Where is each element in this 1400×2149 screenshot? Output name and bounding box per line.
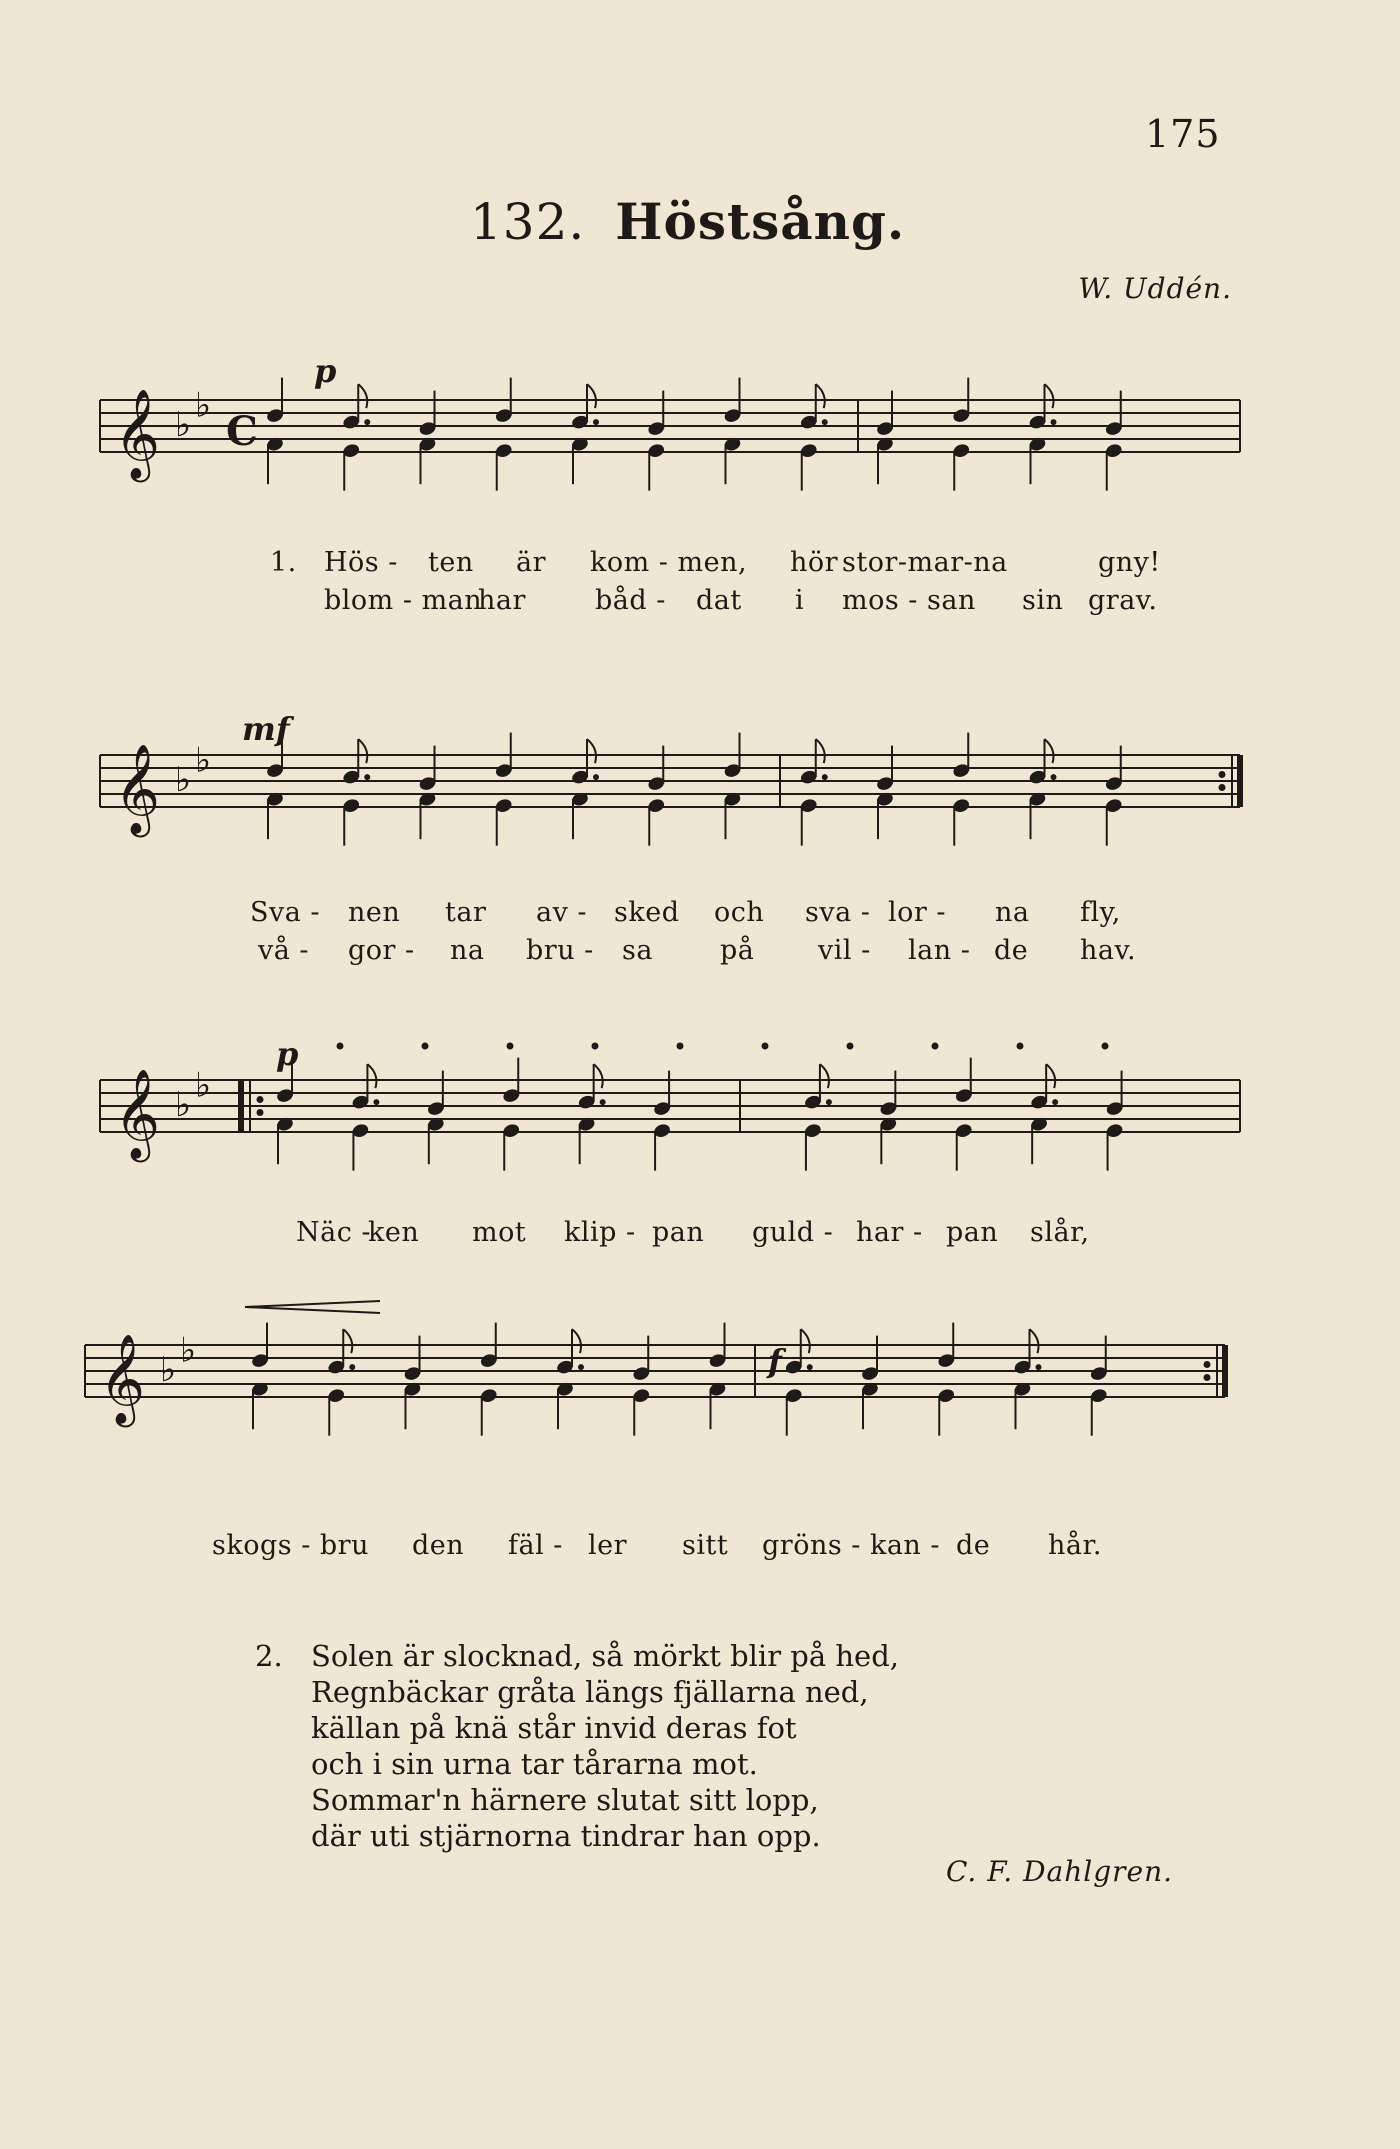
lyric-syllable: den — [412, 1530, 465, 1561]
flat-sign: ♭ — [180, 1330, 197, 1371]
staccato-dot — [592, 1043, 598, 1049]
augmentation-dot — [822, 775, 827, 780]
note-flag — [801, 1329, 810, 1353]
barline-thick — [238, 1080, 244, 1132]
song-title: Höstsång. — [615, 192, 906, 251]
lyric-syllable: fly, — [1080, 897, 1121, 928]
lyric-syllable: gor - — [348, 935, 415, 966]
poet-credit: C. F. Dahlgren. — [946, 1855, 1174, 1888]
lyric-syllable: gröns - kan - — [762, 1530, 941, 1561]
lyric-syllable: hår. — [1048, 1530, 1103, 1561]
dynamic-marking-2: mf — [242, 710, 290, 748]
lyric-syllable: skogs - bru — [212, 1530, 369, 1561]
note-flag — [594, 1064, 603, 1088]
lyric-syllable: hör — [790, 547, 839, 578]
lyric-syllable: sin — [1022, 585, 1064, 616]
lyric-syllable: mot — [472, 1217, 527, 1248]
lyric-syllable: Hös - — [324, 547, 398, 578]
lyric-syllable: lan - — [908, 935, 971, 966]
verse-line: källan på knä står invid deras fot — [311, 1711, 797, 1745]
augmentation-dot — [594, 775, 599, 780]
note-flag — [572, 1329, 581, 1353]
treble-clef: 𝄞 — [99, 1334, 146, 1424]
lyric-syllable: blom - man — [324, 585, 483, 616]
dynamic-marking-3: p — [276, 1035, 299, 1073]
staccato-dot — [1017, 1043, 1023, 1049]
lyric-syllable: sked — [614, 897, 680, 928]
augmentation-dot — [374, 1100, 379, 1105]
note-flag — [1046, 1064, 1055, 1088]
lyric-syllable: hav. — [1080, 935, 1137, 966]
staccato-dot — [422, 1043, 428, 1049]
lyric-syllable: av - — [536, 897, 588, 928]
lyric-syllable: bru - — [526, 935, 594, 966]
verse-line: Sommar'n härnere slutat sitt lopp, — [311, 1783, 819, 1817]
note-flag — [343, 1329, 352, 1353]
staccato-dot — [1102, 1043, 1108, 1049]
lyric-syllable: slår, — [1030, 1217, 1090, 1248]
note-flag — [1030, 1329, 1039, 1353]
barline-thick — [1222, 1345, 1228, 1397]
note-flag — [587, 739, 596, 763]
lyric-syllable: ken — [368, 1217, 420, 1248]
page-number: 175 — [1145, 112, 1221, 156]
lyric-syllable: Sva - — [250, 897, 321, 928]
staccato-dot — [847, 1043, 853, 1049]
lyric-syllable: på — [720, 935, 755, 966]
repeat-dot — [257, 1097, 263, 1103]
augmentation-dot — [1051, 775, 1056, 780]
note-flag — [816, 384, 825, 408]
lyric-syllable: sitt — [682, 1530, 729, 1561]
lyric-syllable: båd - — [595, 585, 666, 616]
lyric-syllable: har — [478, 585, 526, 616]
flat-sign: ♭ — [175, 760, 192, 800]
lyric-syllable: sva - — [805, 897, 871, 928]
repeat-dot — [1204, 1375, 1210, 1381]
lyric-syllable: ler — [588, 1530, 628, 1561]
augmentation-dot — [1051, 420, 1056, 425]
repeat-dot — [1219, 785, 1225, 791]
common-time: C — [226, 408, 258, 455]
song-number: 132. — [470, 193, 586, 251]
repeat-dot — [1204, 1362, 1210, 1368]
lyric-syllable: na — [450, 935, 485, 966]
barline-thick — [1237, 755, 1243, 807]
staccato-dot — [762, 1043, 768, 1049]
lyric-syllable: tar — [445, 897, 487, 928]
augmentation-dot — [350, 1365, 355, 1370]
lyric-syllable: klip - — [564, 1217, 636, 1248]
lyric-syllable: pan — [946, 1217, 999, 1248]
lyric-syllable: guld - — [752, 1217, 834, 1248]
note-flag — [1045, 739, 1054, 763]
augmentation-dot — [594, 420, 599, 425]
lyric-syllable: kom - men, — [590, 547, 748, 578]
note-flag — [367, 1064, 376, 1088]
lyric-syllable: mos - san — [842, 585, 976, 616]
staff-group — [100, 1043, 1240, 1171]
lyric-syllable: har - — [856, 1217, 923, 1248]
staff-group — [100, 733, 1243, 846]
lyric-syllable: fäl - — [508, 1530, 563, 1561]
lyric-syllable: vå - — [258, 935, 310, 966]
lyric-syllable: pan — [652, 1217, 705, 1248]
lyric-syllable: är — [516, 547, 547, 578]
flat-sign: ♭ — [175, 405, 192, 445]
crescendo-hairpin — [245, 1307, 380, 1313]
lyric-syllable: grav. — [1088, 585, 1158, 616]
augmentation-dot — [600, 1100, 605, 1105]
augmentation-dot — [826, 1100, 831, 1105]
verse-number: 2. — [255, 1639, 283, 1673]
lyric-syllable: stor-mar-na — [842, 547, 1008, 578]
note-flag — [816, 739, 825, 763]
lyric-syllable: Näc - — [296, 1217, 372, 1248]
lyric-syllable: ten — [428, 547, 474, 578]
lyric-syllable: gny! — [1098, 547, 1161, 578]
lyric-syllable: nen — [348, 897, 401, 928]
lyric-syllable: de — [956, 1530, 991, 1561]
augmentation-dot — [1053, 1100, 1058, 1105]
verse-line: Solen är slocknad, så mörkt blir på hed, — [311, 1639, 899, 1673]
verse-line: där uti stjärnorna tindrar han opp. — [311, 1819, 821, 1853]
music-system-4 — [85, 1325, 1235, 1525]
lyric-syllable: vil - — [818, 935, 871, 966]
flat-sign: ♭ — [195, 385, 212, 426]
lyric-syllable: i — [795, 585, 805, 616]
note-flag — [1045, 384, 1054, 408]
lyric-syllable: dat — [696, 585, 742, 616]
flat-sign: ♭ — [160, 1350, 177, 1390]
note-flag — [358, 739, 367, 763]
repeat-dot — [1219, 772, 1225, 778]
augmentation-dot — [365, 775, 370, 780]
staff-group — [100, 378, 1240, 491]
dynamic-marking-1: p — [314, 352, 337, 390]
verse-line: och i sin urna tar tårarna mot. — [311, 1747, 758, 1781]
lyric-syllable: och — [714, 897, 765, 928]
verse-line: Regnbäckar gråta längs fjällarna ned, — [311, 1675, 869, 1709]
staccato-dot — [932, 1043, 938, 1049]
note-flag — [820, 1064, 829, 1088]
staff-group — [85, 1301, 1228, 1436]
treble-clef: 𝄞 — [114, 389, 161, 479]
verse-number: 1. — [270, 547, 297, 578]
verse-2-lines — [311, 1638, 1031, 1854]
lyric-syllable: de — [994, 935, 1029, 966]
lyric-syllable: na — [995, 897, 1030, 928]
augmentation-dot — [807, 1365, 812, 1370]
flat-sign: ♭ — [175, 1085, 192, 1125]
treble-clef: 𝄞 — [114, 744, 161, 834]
staff-notation-4 — [85, 1325, 1250, 1525]
lyric-syllable: sa — [622, 935, 653, 966]
staccato-dot — [677, 1043, 683, 1049]
flat-sign: ♭ — [195, 740, 212, 781]
treble-clef: 𝄞 — [114, 1069, 161, 1159]
staccato-dot — [337, 1043, 343, 1049]
augmentation-dot — [822, 420, 827, 425]
note-flag — [587, 384, 596, 408]
augmentation-dot — [365, 420, 370, 425]
composer-credit: W. Uddén. — [1078, 272, 1232, 305]
repeat-dot — [257, 1110, 263, 1116]
song-heading — [470, 192, 905, 251]
dynamic-marking-4: f — [768, 1342, 782, 1380]
crescendo-hairpin — [245, 1301, 380, 1307]
augmentation-dot — [1036, 1365, 1041, 1370]
staccato-dot — [507, 1043, 513, 1049]
lyric-syllable: lor - — [888, 897, 947, 928]
flat-sign: ♭ — [195, 1065, 212, 1106]
note-flag — [358, 384, 367, 408]
augmentation-dot — [579, 1365, 584, 1370]
